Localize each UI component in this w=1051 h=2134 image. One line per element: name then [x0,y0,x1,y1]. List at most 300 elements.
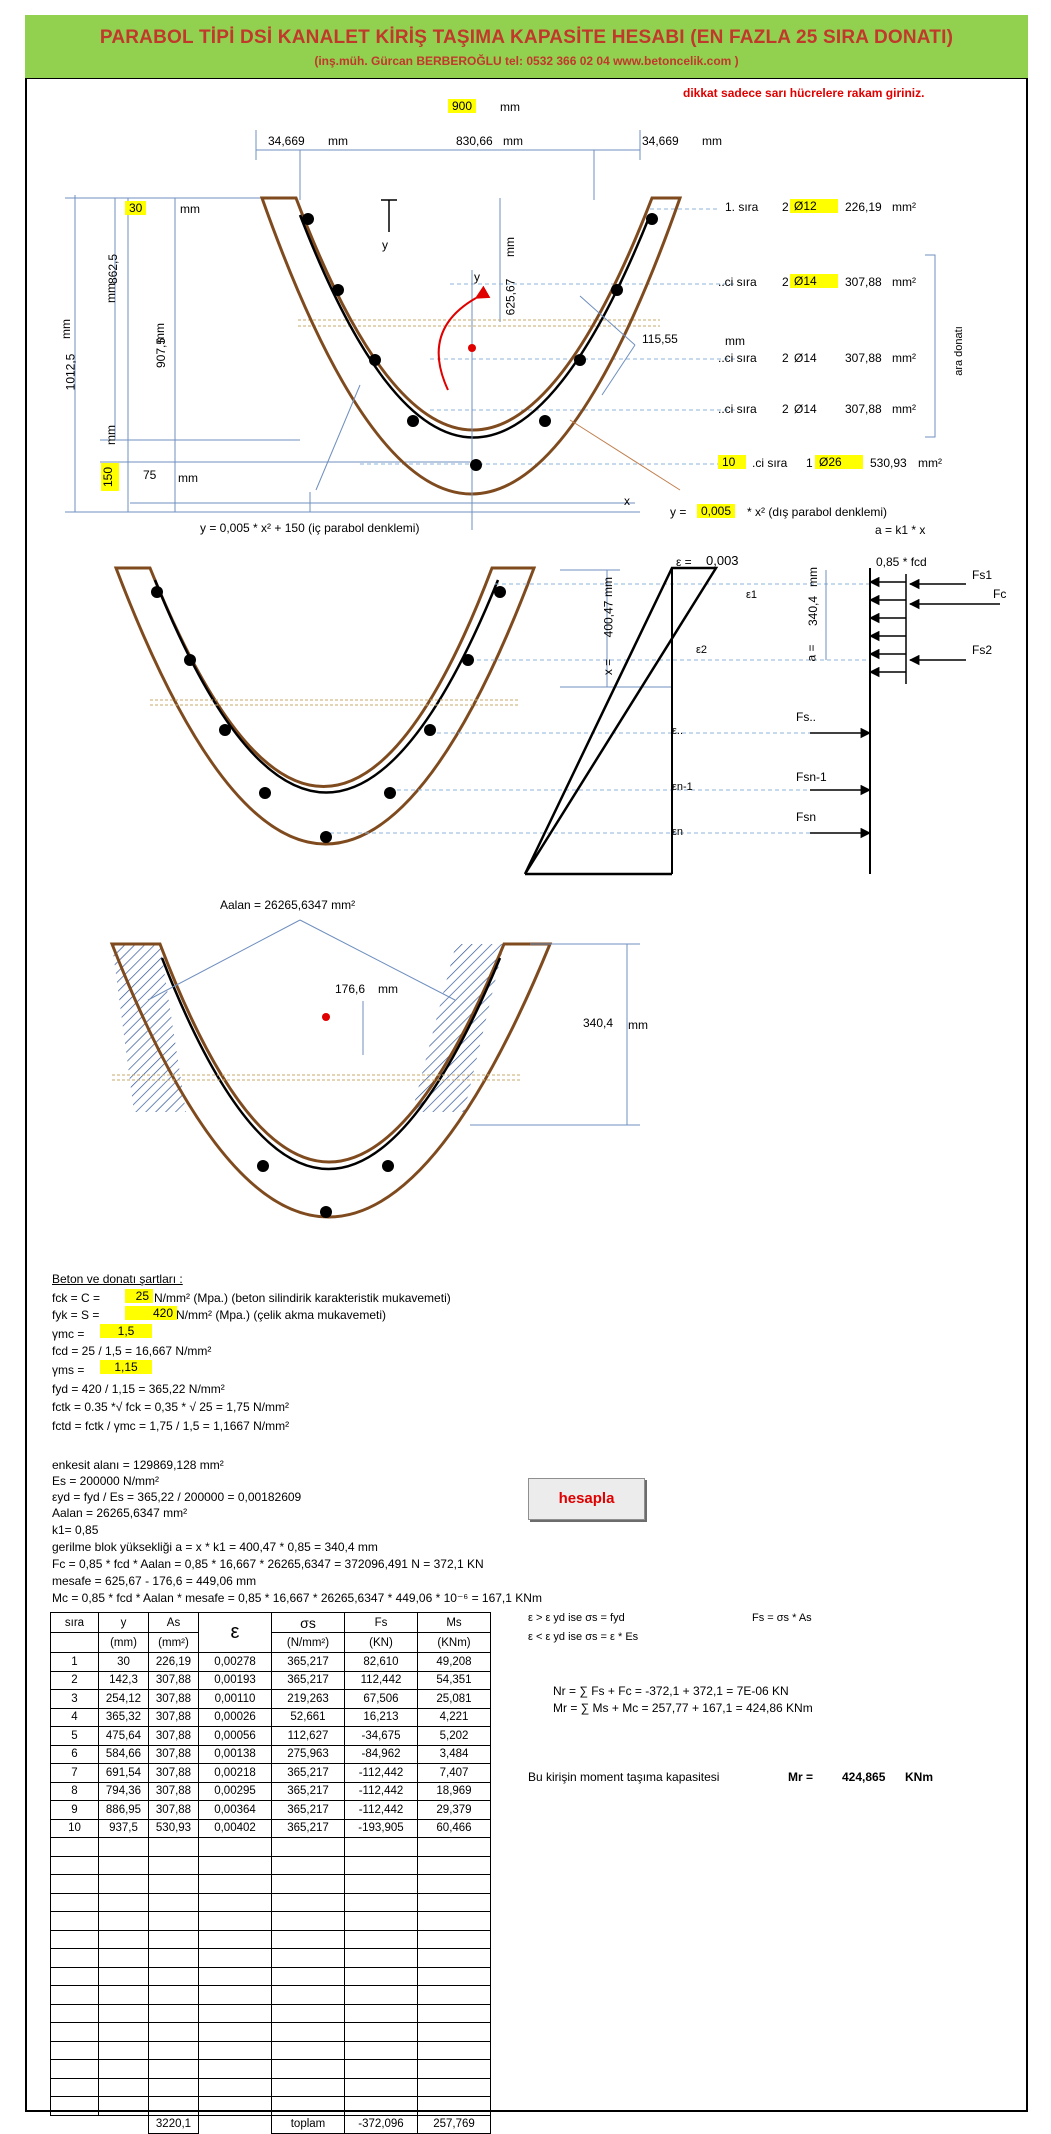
table-cell: 365,217 [272,1764,345,1783]
empty-cell[interactable] [199,1875,272,1894]
unit-mm2: mm² [918,456,942,470]
table-cell: 584,66 [99,1745,149,1764]
table-cell: 0,00218 [199,1764,272,1783]
empty-cell[interactable] [99,2060,149,2079]
empty-cell[interactable] [199,2023,272,2042]
empty-cell[interactable] [418,2004,491,2023]
table-cell: 0,00364 [199,1801,272,1820]
calc-aalan: Aalan = 26265,6347 mm² [52,1506,188,1520]
input-fyk[interactable]: 420 [125,1306,177,1320]
unit-mm2: mm² [892,275,916,289]
empty-row [51,2060,491,2079]
table-cell: 18,969 [418,1782,491,1801]
empty-cell[interactable] [345,1875,418,1894]
empty-cell[interactable] [99,1838,149,1857]
empty-cell[interactable] [272,2097,345,2116]
fyk-label: fyk = S = [52,1308,100,1322]
empty-cell[interactable] [345,1856,418,1875]
col-fs: Fs [345,1613,418,1633]
input-gmc[interactable]: 1,5 [100,1324,152,1338]
empty-cell[interactable] [418,1856,491,1875]
table-cell: 25,081 [418,1690,491,1709]
aalan-label: Aalan = 26265,6347 mm² [220,898,356,912]
a-label: a = [804,644,819,662]
rebar-dot [646,213,658,225]
empty-cell[interactable] [272,1838,345,1857]
a-value: 340,4 [806,595,821,627]
empty-cell[interactable] [51,1967,99,1986]
empty-cell[interactable] [149,2060,199,2079]
table-cell: 530,93 [149,1819,199,1838]
input-total-width[interactable]: 900 [448,99,476,113]
strain-edots: ε.. [672,725,684,737]
empty-cell[interactable] [99,2078,149,2097]
empty-cell[interactable] [149,1986,199,2005]
rebar-dot [332,284,344,296]
table-cell: 937,5 [99,1819,149,1838]
table-cell: 365,217 [272,1653,345,1672]
empty-cell[interactable] [272,1949,345,1968]
height-862: 862,5 [106,253,121,285]
table-cell: 8 [51,1782,99,1801]
height-625: 625,67 [503,278,518,316]
empty-cell[interactable] [99,1875,149,1894]
nr-line: Nr = ∑ Fs + Fc = -372,1 + 372,1 = 7E-06 KN [553,1684,789,1698]
total-cell: 257,769 [418,2115,491,2134]
empty-cell[interactable] [345,1930,418,1949]
height-340: 340,4 [583,1016,614,1030]
table-row [51,1727,491,1746]
table-cell: 3,484 [418,1745,491,1764]
input-gms[interactable]: 1,15 [100,1360,152,1374]
table-cell: 365,217 [272,1801,345,1820]
empty-row [51,1875,491,1894]
unit-cell: (N/mm²) [272,1633,345,1653]
strain-en1: εn-1 [672,781,693,793]
empty-cell[interactable] [99,1949,149,1968]
dist-176: 176,6 [335,982,366,996]
table-cell: 275,963 [272,1745,345,1764]
x-axis-label: x [624,494,630,508]
empty-cell[interactable] [345,2078,418,2097]
empty-cell[interactable] [51,1912,99,1931]
empty-cell[interactable] [345,2097,418,2116]
input-bottom-150[interactable]: 150 [101,463,119,491]
table-cell: 5,202 [418,1727,491,1746]
table-row [51,1690,491,1709]
empty-row [51,1967,491,1986]
empty-cell[interactable] [51,2004,99,2023]
table-cell: 1 [51,1653,99,1672]
unit-mm: mm [153,323,167,343]
empty-cell[interactable] [345,1838,418,1857]
col-y: y [99,1613,149,1633]
empty-cell[interactable] [99,1930,149,1949]
table-cell: 886,95 [99,1801,149,1820]
empty-cell[interactable] [272,1893,345,1912]
empty-cell[interactable] [51,1930,99,1949]
empty-cell[interactable] [345,1967,418,1986]
rebar-dot [384,787,396,799]
empty-cell[interactable] [272,1930,345,1949]
empty-cell[interactable] [149,1875,199,1894]
unit-cell: (mm) [99,1633,149,1653]
input-bar-1[interactable]: Ø12 [790,199,838,213]
rebar-dot [382,1160,394,1172]
rebar-dot [462,654,474,666]
empty-cell[interactable] [418,2078,491,2097]
empty-cell[interactable] [51,1856,99,1875]
unit-mm: mm [503,237,517,257]
input-row-count[interactable]: 10 [718,455,746,469]
unit-mm: mm [104,425,118,445]
row-area: 307,88 [845,351,882,365]
table-cell: 4 [51,1708,99,1727]
empty-cell[interactable] [272,1986,345,2005]
table-cell: -84,962 [345,1745,418,1764]
calc-k1: k1= 0,85 [52,1523,99,1537]
table-cell: 0,00110 [199,1690,272,1709]
table-cell: 10 [51,1819,99,1838]
empty-cell[interactable] [149,2023,199,2042]
empty-cell[interactable] [418,2097,491,2116]
row-area: 307,88 [845,402,882,416]
calc-eyd: εyd = fyd / Es = 365,22 / 200000 = 0,00182609 [52,1490,302,1504]
empty-row [51,1838,491,1857]
table-body [51,1653,491,2134]
total-cell: toplam [272,2115,345,2134]
empty-cell[interactable] [418,1967,491,1986]
table-cell: 365,217 [272,1782,345,1801]
ara-donati-label: ara donatı [952,326,965,376]
strain-en: εn [672,826,684,838]
table-cell: 6 [51,1745,99,1764]
row-count: 2 [782,351,789,365]
empty-cell[interactable] [272,1856,345,1875]
empty-cell[interactable] [51,2078,99,2097]
table-cell: 9 [51,1801,99,1820]
empty-cell[interactable] [99,2097,149,2116]
row-count: 2 [782,200,789,214]
rebar-dot [574,354,586,366]
unit-mm2: mm² [892,351,916,365]
strain-e2: ε2 [696,644,708,656]
empty-cell[interactable] [418,1949,491,1968]
table-cell: 0,00278 [199,1653,272,1672]
empty-cell[interactable] [99,2041,149,2060]
empty-cell[interactable] [199,1912,272,1931]
strain-e1: ε1 [746,589,758,601]
empty-cell[interactable] [418,2060,491,2079]
empty-cell[interactable] [345,2041,418,2060]
empty-cell[interactable] [199,2060,272,2079]
input-outer-k[interactable]: 0,005 [697,504,735,518]
table-cell: 254,12 [99,1690,149,1709]
input-warning: dikkat sadece sarı hücrelere rakam giriniz. [683,86,925,100]
empty-cell[interactable] [345,1893,418,1912]
table-cell: 365,217 [272,1819,345,1838]
empty-row [51,2004,491,2023]
empty-cell[interactable] [272,1912,345,1931]
unit-mm: mm [806,567,820,587]
empty-cell[interactable] [272,2041,345,2060]
empty-row [51,1949,491,1968]
input-fck[interactable]: 25 [125,1289,153,1303]
table-cell: 307,88 [149,1745,199,1764]
capacity-key: Mr = [788,1770,814,1784]
rebar-dot [259,787,271,799]
table-cell: -112,442 [345,1764,418,1783]
empty-cell[interactable] [199,1856,272,1875]
empty-cell[interactable] [99,1967,149,1986]
row-label: 1. sıra [725,200,759,214]
page-subtitle: (inş.müh. Gürcan BERBEROĞLU tel: 0532 366 02 04 www.betoncelik.com ) [314,54,739,68]
empty-row [51,1893,491,1912]
table-cell: 7 [51,1764,99,1783]
col-ms: Ms [418,1613,491,1633]
total-cell: -372,096 [345,2115,418,2134]
empty-cell[interactable] [99,2004,149,2023]
empty-cell[interactable] [418,2023,491,2042]
empty-cell[interactable] [345,1949,418,1968]
table-row [51,1764,491,1783]
empty-cell[interactable] [272,2060,345,2079]
rebar-dot [424,724,436,736]
row-count: 2 [782,275,789,289]
table-row [51,1782,491,1801]
table-row [51,1653,491,1672]
empty-row [51,1930,491,1949]
empty-cell[interactable] [345,2004,418,2023]
table-cell: 0,00026 [199,1708,272,1727]
table-cell: 226,19 [149,1653,199,1672]
empty-cell[interactable] [149,1912,199,1931]
empty-cell[interactable] [418,1930,491,1949]
empty-cell[interactable] [99,1856,149,1875]
force-Fsn1: Fsn-1 [796,770,827,784]
table-cell: 307,88 [149,1708,199,1727]
table-cell: 307,88 [149,1690,199,1709]
blank-cell [51,2115,99,2134]
empty-cell[interactable] [418,2041,491,2060]
rule-1: ε > ε yd ise σs = fyd [528,1612,625,1624]
empty-cell[interactable] [199,1838,272,1857]
row-bar: Ø14 [794,402,817,416]
empty-cell[interactable] [345,2023,418,2042]
row-label: ..ci sıra [718,275,757,289]
empty-row [51,1856,491,1875]
table-cell: 0,00402 [199,1819,272,1838]
empty-cell[interactable] [51,2060,99,2079]
rebar-dot [219,724,231,736]
table-cell: 0,00138 [199,1745,272,1764]
fctd-line: fctd = fctk / γmc = 1,75 / 1,5 = 1,1667 N/mm² [52,1419,290,1433]
rebar-dot [320,831,332,843]
empty-cell[interactable] [51,2097,99,2116]
table-cell: 67,506 [345,1690,418,1709]
empty-cell[interactable] [99,1986,149,2005]
table-cell: 82,610 [345,1653,418,1672]
empty-cell[interactable] [272,2004,345,2023]
empty-cell[interactable] [345,2060,418,2079]
calculate-button[interactable]: hesapla [528,1478,645,1520]
empty-cell[interactable] [345,1912,418,1931]
unit-cell: (KN) [345,1633,418,1653]
empty-cell[interactable] [51,2023,99,2042]
empty-cell[interactable] [418,1986,491,2005]
table-row [51,1745,491,1764]
table-cell: -112,442 [345,1782,418,1801]
row-label: ..ci sıra [718,351,757,365]
table-cell: 691,54 [99,1764,149,1783]
rule-2: ε < ε yd ise σs = ε * Es [528,1631,639,1643]
empty-cell[interactable] [149,1930,199,1949]
a-equation: a = k1 * x [875,523,926,537]
empty-cell[interactable] [149,2041,199,2060]
empty-cell[interactable] [99,1893,149,1912]
table-header-row [51,1613,491,1633]
empty-cell[interactable] [199,1949,272,1968]
empty-cell[interactable] [51,1949,99,1968]
results-table [50,1612,491,2134]
rebar-dot [539,415,551,427]
table-cell: 49,208 [418,1653,491,1672]
capacity-label: Bu kirişin moment taşıma kapasitesi [528,1770,720,1784]
fcd-label: 0,85 * fcd [876,555,927,569]
empty-cell[interactable] [99,1912,149,1931]
unit-mm: mm [178,471,198,485]
unit-cell: (mm²) [149,1633,199,1653]
table-cell: -112,442 [345,1801,418,1820]
table-cell: 365,217 [272,1671,345,1690]
unit-mm: mm [500,100,520,114]
empty-cell[interactable] [51,1838,99,1857]
table-cell: 142,3 [99,1671,149,1690]
gms-label: γms = [52,1363,85,1377]
rebar-dot [611,284,623,296]
table-cell: 112,442 [345,1671,418,1690]
empty-cell[interactable] [199,1930,272,1949]
input-bar-10[interactable]: Ø26 [815,455,863,469]
empty-cell[interactable] [51,1893,99,1912]
table-cell: 307,88 [149,1764,199,1783]
x-value: 400,47 [601,600,616,638]
x-label: x = [601,658,616,676]
input-bar-2[interactable]: Ø14 [790,274,838,288]
empty-cell[interactable] [199,2078,272,2097]
table-row [51,1819,491,1838]
unit-mm2: mm² [892,200,916,214]
outer-eq-suffix: * x² (dış parabol denklemi) [747,505,888,519]
empty-cell[interactable] [149,1893,199,1912]
empty-row [51,2023,491,2042]
empty-cell[interactable] [149,2097,199,2116]
unit-mm: mm [628,1018,648,1032]
total-cell [199,2115,272,2134]
empty-cell[interactable] [199,2097,272,2116]
empty-cell[interactable] [272,2078,345,2097]
rebar-dot [320,1206,332,1218]
table-cell: 0,00056 [199,1727,272,1746]
table-cell: 5 [51,1727,99,1746]
col-as: As [149,1613,199,1633]
rebar-dot [151,586,163,598]
empty-cell[interactable] [272,2023,345,2042]
total-cell: 3220,1 [149,2115,199,2134]
fctk-line: fctk = 0.35 *√ fck = 0,35 * √ 25 = 1,75 N/mm² [52,1400,289,1414]
unit-mm: mm [59,319,73,339]
empty-cell[interactable] [418,1893,491,1912]
table-cell: 307,88 [149,1727,199,1746]
rebar-dot [369,354,381,366]
rebar-dot [407,415,419,427]
force-Fc: Fc [993,587,1007,601]
rebar-dot [257,1160,269,1172]
empty-cell[interactable] [199,1893,272,1912]
empty-cell[interactable] [149,2004,199,2023]
empty-cell[interactable] [345,1986,418,2005]
table-cell: 4,221 [418,1708,491,1727]
empty-cell[interactable] [51,2041,99,2060]
materials-heading: Beton ve donatı şartları : [52,1272,183,1286]
empty-row [51,2097,491,2116]
empty-cell[interactable] [149,1967,199,1986]
table-cell: -193,905 [345,1819,418,1838]
calc-es: Es = 200000 N/mm² [52,1474,160,1488]
y-axis-label: y [474,270,480,284]
empty-cell[interactable] [51,1986,99,2005]
row-area: 226,19 [845,200,882,214]
table-cell: 60,466 [418,1819,491,1838]
empty-cell[interactable] [51,1875,99,1894]
unit-mm: mm [503,134,523,148]
row-bar: Ø14 [794,351,817,365]
empty-cell[interactable] [149,2078,199,2097]
empty-cell[interactable] [199,2041,272,2060]
empty-cell[interactable] [272,1875,345,1894]
empty-cell[interactable] [199,1986,272,2005]
table-cell: 52,661 [272,1708,345,1727]
table-cell: 0,00193 [199,1671,272,1690]
page-title: PARABOL TİPİ DSİ KANALET KİRİŞ TAŞIMA KAPASİTE HESABI (EN FAZLA 25 SIRA DONATI) [99,27,954,48]
empty-cell[interactable] [99,2023,149,2042]
table-cell: 0,00295 [199,1782,272,1801]
empty-cell[interactable] [149,1838,199,1857]
empty-cell[interactable] [199,2004,272,2023]
eps-value: 0,003 [706,553,739,568]
empty-cell[interactable] [418,1875,491,1894]
empty-cell[interactable] [149,1856,199,1875]
input-cover[interactable]: 30 [125,201,146,215]
table-cell: 307,88 [149,1671,199,1690]
empty-cell[interactable] [149,1949,199,1968]
width-mid: 830,66 [456,134,493,148]
empty-cell[interactable] [418,1912,491,1931]
table-cell: 30 [99,1653,149,1672]
empty-cell[interactable] [272,1967,345,1986]
table-cell: 365,32 [99,1708,149,1727]
dist-115: 115,55 [642,332,678,346]
width-left: 34,669 [268,134,305,148]
unit-mm: mm [601,577,615,597]
table-cell: 29,379 [418,1801,491,1820]
rebar-dot [470,459,482,471]
empty-cell[interactable] [199,1967,272,1986]
table-cell: 307,88 [149,1801,199,1820]
empty-cell[interactable] [418,1838,491,1857]
fck-label: fck = C = [52,1291,101,1305]
table-cell: -34,675 [345,1727,418,1746]
